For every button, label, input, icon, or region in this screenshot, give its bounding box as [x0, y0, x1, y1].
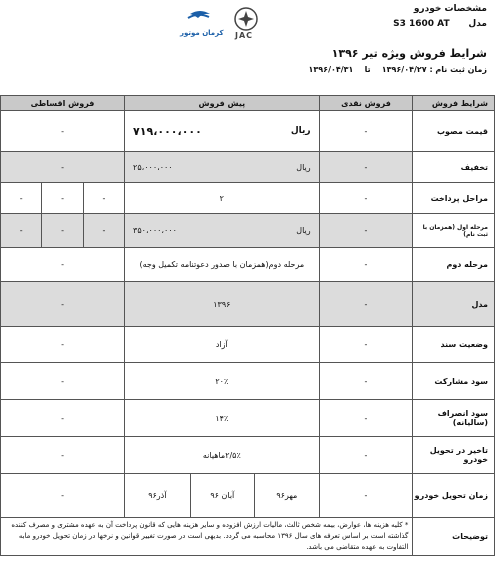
first-stage-inst-1: - [83, 214, 124, 248]
stages-cash: - [319, 183, 413, 214]
doc-status-installment: - [1, 327, 125, 363]
reg-from: ۱۳۹۶/۰۴/۲۷ [381, 65, 427, 74]
notes-text: * کلیه هزینه ها، عوارض، بیمه شخص ثالث، مالیات ارزش افزوده و سایر هزینه هایی که قانون پرداخت آن به عهده مشتری و مصرف کننده گذاشته است بر اساس تعرفه های سال ۱۳۹۶ محاسبه می گردد. بدیهی است در صورت تغییر قوانین و نرخها در زمان تحویل خودرو مابه التفاوت به عهده متقاضی می باشد. [1, 518, 413, 556]
participation-presale: ۲۰٪ [125, 363, 320, 400]
delay-presale: ۲/۵٪ماهیانه [125, 437, 320, 474]
row-doc-status [1, 327, 495, 363]
first-stage-unit: ریال [296, 226, 311, 235]
row-delivery-delay [1, 437, 495, 474]
sale-title: شرایط فروش ویژه تیر ۱۳۹۶ [331, 47, 487, 60]
first-stage-label: مرحله اول (همزمان با ثبت نام) [413, 214, 495, 248]
model-year-cash: - [319, 282, 413, 327]
brand-right-text: JAC [235, 31, 254, 40]
delivery-month-2: آبان ۹۶ [190, 474, 255, 518]
delivery-month-3: آذر۹۶ [125, 474, 191, 518]
model-year-presale: ۱۳۹۶ [125, 282, 320, 327]
delivery-cash: - [319, 474, 413, 518]
row-discount [1, 152, 495, 183]
cancellation-installment: - [1, 400, 125, 437]
model-label: مدل [468, 19, 487, 29]
row-price [1, 111, 495, 152]
brand-left-text: کرمان موتور [180, 29, 224, 37]
discount-presale [125, 152, 320, 183]
sales-conditions-table [0, 95, 495, 556]
second-stage-presale: مرحله دوم(همزمان با صدور دعوتنامه تکمیل وجه) [125, 248, 320, 282]
first-stage-inst-2: - [42, 214, 83, 248]
delay-label: تاخیر در تحویل خودرو [413, 437, 495, 474]
cancellation-presale: ۱۴٪ [125, 400, 320, 437]
second-stage-label: مرحله دوم [413, 248, 495, 282]
header-presale: پیش فروش [125, 96, 320, 111]
discount-installment: - [1, 152, 125, 183]
brand-logos [176, 6, 266, 40]
model-year-label: مدل [413, 282, 495, 327]
row-delivery-time [1, 474, 495, 518]
row-payment-stages [1, 183, 495, 214]
doc-status-presale: آزاد [125, 327, 320, 363]
row-model-year [1, 282, 495, 327]
row-cancellation [1, 400, 495, 437]
row-second-stage [1, 248, 495, 282]
model-year-installment: - [1, 282, 125, 327]
cancellation-label: سود انصراف (سالیانه) [413, 400, 495, 437]
specs-title: مشخصات خودرو [413, 4, 487, 14]
model-line [393, 19, 487, 29]
price-installment: - [1, 111, 125, 152]
first-stage-presale [125, 214, 320, 248]
delay-cash: - [319, 437, 413, 474]
price-amount: ۷۱۹،۰۰۰،۰۰۰ [133, 124, 202, 138]
discount-amount: ۲۵،۰۰۰،۰۰۰ [133, 162, 173, 172]
price-presale [125, 111, 320, 152]
price-cash: - [319, 111, 413, 152]
reg-label: زمان ثبت نام : [429, 65, 487, 74]
header-cash: فروش نقدی [319, 96, 413, 111]
doc-status-label: وضعیت سند [413, 327, 495, 363]
stages-inst-1: - [83, 183, 124, 214]
first-stage-amount: ۳۵۰،۰۰۰،۰۰۰ [133, 226, 177, 235]
discount-label: تخفیف [413, 152, 495, 183]
delivery-installment: - [1, 474, 125, 518]
discount-unit: ریال [296, 162, 311, 172]
stages-inst-2: - [42, 183, 83, 214]
first-stage-cash: - [319, 214, 413, 248]
cancellation-cash: - [319, 400, 413, 437]
row-first-stage [1, 214, 495, 248]
registration-period [309, 65, 487, 74]
stages-presale: ۲ [125, 183, 320, 214]
model-value: S3 1600 AT [393, 19, 450, 29]
document-header [0, 0, 495, 92]
header-conditions: شرایط فروش [413, 96, 495, 111]
second-stage-installment: - [1, 248, 125, 282]
delivery-month-1: مهر۹۶ [255, 474, 320, 518]
participation-cash: - [319, 363, 413, 400]
doc-status-cash: - [319, 327, 413, 363]
price-label: قیمت مصوب [413, 111, 495, 152]
row-participation [1, 363, 495, 400]
table-header-row [1, 96, 495, 111]
delay-installment: - [1, 437, 125, 474]
header-installment: فروش اقساطی [1, 96, 125, 111]
first-stage-inst-3: - [1, 214, 42, 248]
reg-to: ۱۳۹۶/۰۴/۳۱ [308, 65, 354, 74]
second-stage-cash: - [319, 248, 413, 282]
delivery-label: زمان تحویل خودرو [413, 474, 495, 518]
participation-label: سود مشارکت [413, 363, 495, 400]
row-notes [1, 518, 495, 556]
reg-to-word: تا [364, 65, 371, 74]
discount-cash: - [319, 152, 413, 183]
notes-label: توضیحات [413, 518, 495, 556]
stages-label: مراحل پرداخت [413, 183, 495, 214]
stages-inst-3: - [1, 183, 42, 214]
participation-installment: - [1, 363, 125, 400]
price-unit: ریال [290, 126, 311, 136]
